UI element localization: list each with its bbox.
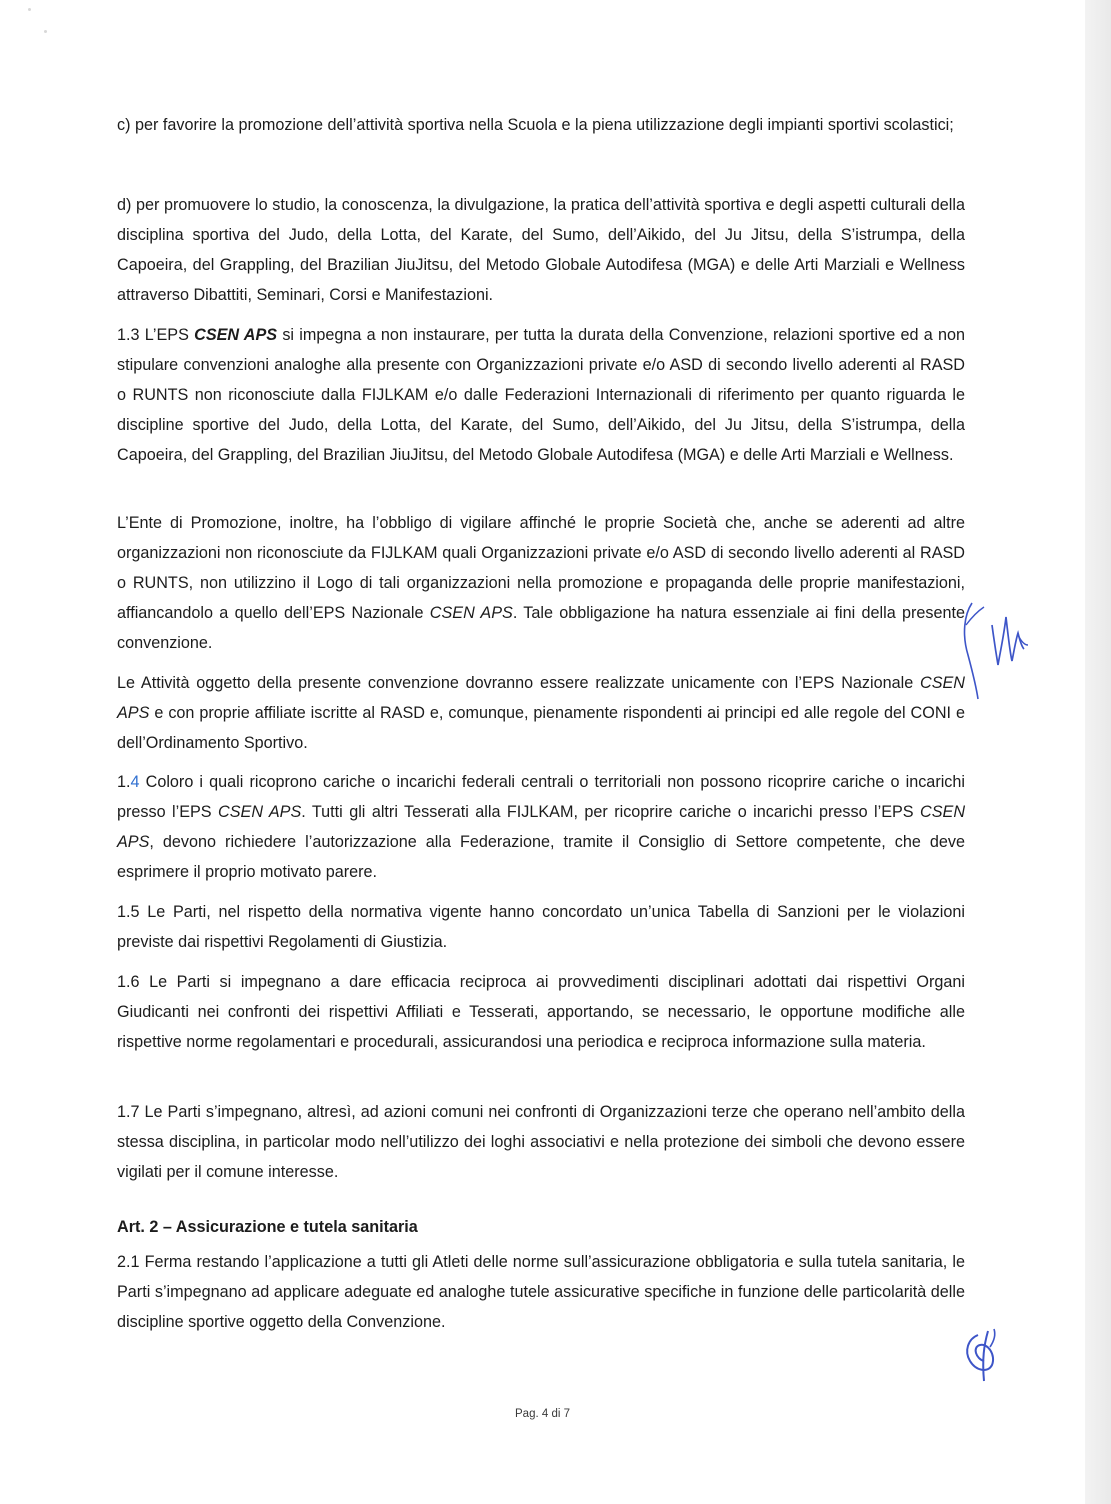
page-number: Pag. 4 di 7 <box>515 1408 570 1420</box>
organization-name: CSEN APS <box>218 803 302 821</box>
paragraph-attivita-text <box>117 668 965 758</box>
clause-text: e con proprie affiliate iscritte al RASD e, comunque, pienamente rispondenti ai principi ed alle regole del CONI e dell’Ordinamento Sportivo. <box>117 704 965 752</box>
scan-speck <box>44 30 47 33</box>
paragraph-1-4 <box>117 767 965 887</box>
clause-text: . Tale obbligazione ha natura essenziale ai fini della presente convenzione. <box>117 604 965 652</box>
clause-text: , devono richiedere l’autorizzazione alla Federazione, tramite il Consiglio di Settore competente, che deve esprimere il proprio motivato parere. <box>117 833 965 881</box>
organization-name: CSEN APS <box>194 326 278 344</box>
scan-speck <box>28 8 31 11</box>
paragraph-1-5 <box>117 897 965 957</box>
paragraph-1-6-text: 1.6 Le Parti si impegnano a dare efficacia reciproca ai provvedimenti disciplinari adottati dai rispettivi Organi Giudicanti nei confronti dei rispettivi Affiliati e Tesserati, apportando, se necessario, le opportune modifiche alle rispettive norme regolamentari e procedurali, assicurandosi una periodica e reciproca informazione sulla materia. <box>117 973 965 1051</box>
clause-number: 1. <box>117 773 131 791</box>
paragraph-2-1-text: 2.1 Ferma restando l’applicazione a tutti gli Atleti delle norme sull’assicurazione obbligatoria e sulla tutela sanitaria, le Parti s’impegnano ad applicare adeguate ed analoghe tutele assicurative specifiche in funzione delle particolarità delle discipline sportive oggetto della Convenzione. <box>117 1253 965 1331</box>
paragraph-1-6 <box>117 967 965 1057</box>
clause-number-highlight: 4 <box>130 773 140 791</box>
clause-text: Coloro i quali ricoprono cariche o incarichi federali centrali o territoriali non possono ricoprire cariche o incarichi presso l’EPS <box>117 773 965 821</box>
paragraph-2-1 <box>117 1247 965 1337</box>
paragraph-1-7 <box>117 1097 965 1187</box>
article-2-heading: Art. 2 – Assicurazione e tutela sanitaria <box>117 1218 418 1236</box>
paragraph-1-3 <box>117 320 965 470</box>
clause-text: si impegna a non instaurare, per tutta la durata della Convenzione, relazioni sportive ed a non stipulare convenzioni analoghe alla presente con Organizzazioni private e/o ASD di secondo livello aderenti al RASD o RUNTS non riconosciute dalla FIJLKAM e/o dalle Federazioni Internazionali di riferimento per quanto riguarda le discipline sportive del Judo, della Lotta, del Karate, del Sumo, dell’Aikido, del Ju Jitsu, della S’istrumpa, della Capoeira, del Grappling, del Brazilian JiuJitsu, del Metodo Globale Autodifesa (MGA) e delle Arti Marziali e Wellness. <box>117 326 966 464</box>
clause-text: . Tutti gli altri Tesserati alla FIJLKAM, per ricoprire cariche o incarichi presso l’EPS <box>301 803 921 821</box>
paragraph-d <box>117 190 965 310</box>
paragraph-c-text: c) per favorire la promozione dell’attività sportiva nella Scuola e la piena utilizzazione degli impianti sportivi scolastici; <box>117 116 954 134</box>
paragraph-d-text: d) per promuovere lo studio, la conoscenza, la divulgazione, la pratica dell’attività sportiva e degli aspetti culturali della disciplina sportiva del Judo, della Lotta, del Karate, del Sumo, dell’Aikido, del Ju Jitsu, della S’istrumpa, della Capoeira, del Grappling, del Brazilian JiuJitsu, del Metodo Globale Autodifesa (MGA) e delle Arti Marziali e Wellness attraverso Dibattiti, Seminari, Corsi e Manifestazioni. <box>117 196 965 304</box>
paragraph-1-5-text: 1.5 Le Parti, nel rispetto della normativa vigente hanno concordato un’unica Tabella di Sanzioni per le violazioni previste dai rispettivi Regolamenti di Giustizia. <box>117 903 965 951</box>
organization-name: CSEN APS <box>429 604 513 622</box>
margin-signature <box>958 595 1038 705</box>
clause-text: L’Ente di Promozione, inoltre, ha l’obbligo di vigilare affinché le proprie Società che, anche se aderenti ad altre organizzazioni non riconosciute da FIJLKAM quali Organizzazioni private e/o ASD di secondo livello aderenti al RASD o RUNTS, non utilizzino il Logo di tali organizzazioni nella promozione e propaganda delle proprie manifestazioni, affiancandolo a quello dell’EPS Nazionale <box>117 514 965 622</box>
paragraph-1-4-text <box>117 767 965 887</box>
paragraph-1-7-text: 1.7 Le Parti s’impegnano, altresì, ad azioni comuni nei confronti di Organizzazioni terze che operano nell’ambito della stessa disciplina, in particolar modo nell’utilizzo dei loghi associativi e nella protezione dei simboli che devono essere vigilati per il comune interesse. <box>117 1103 965 1181</box>
paragraph-ente-text <box>117 508 965 658</box>
organization-name: CSEN APS <box>117 803 966 851</box>
clause-text: L’EPS <box>139 326 195 344</box>
paragraph-attivita <box>117 668 965 758</box>
page-edge-shadow <box>1085 0 1111 1504</box>
organization-name: CSEN APS <box>117 674 965 722</box>
paragraph-1-3-text <box>117 320 965 470</box>
paragraph-ente <box>117 508 965 658</box>
initials-signature <box>958 1325 1008 1385</box>
clause-text: Le Attività oggetto della presente convenzione dovranno essere realizzate unicamente con l’EPS Nazionale <box>117 674 921 692</box>
clause-number: 1.3 <box>117 326 140 344</box>
paragraph-c <box>117 110 965 140</box>
